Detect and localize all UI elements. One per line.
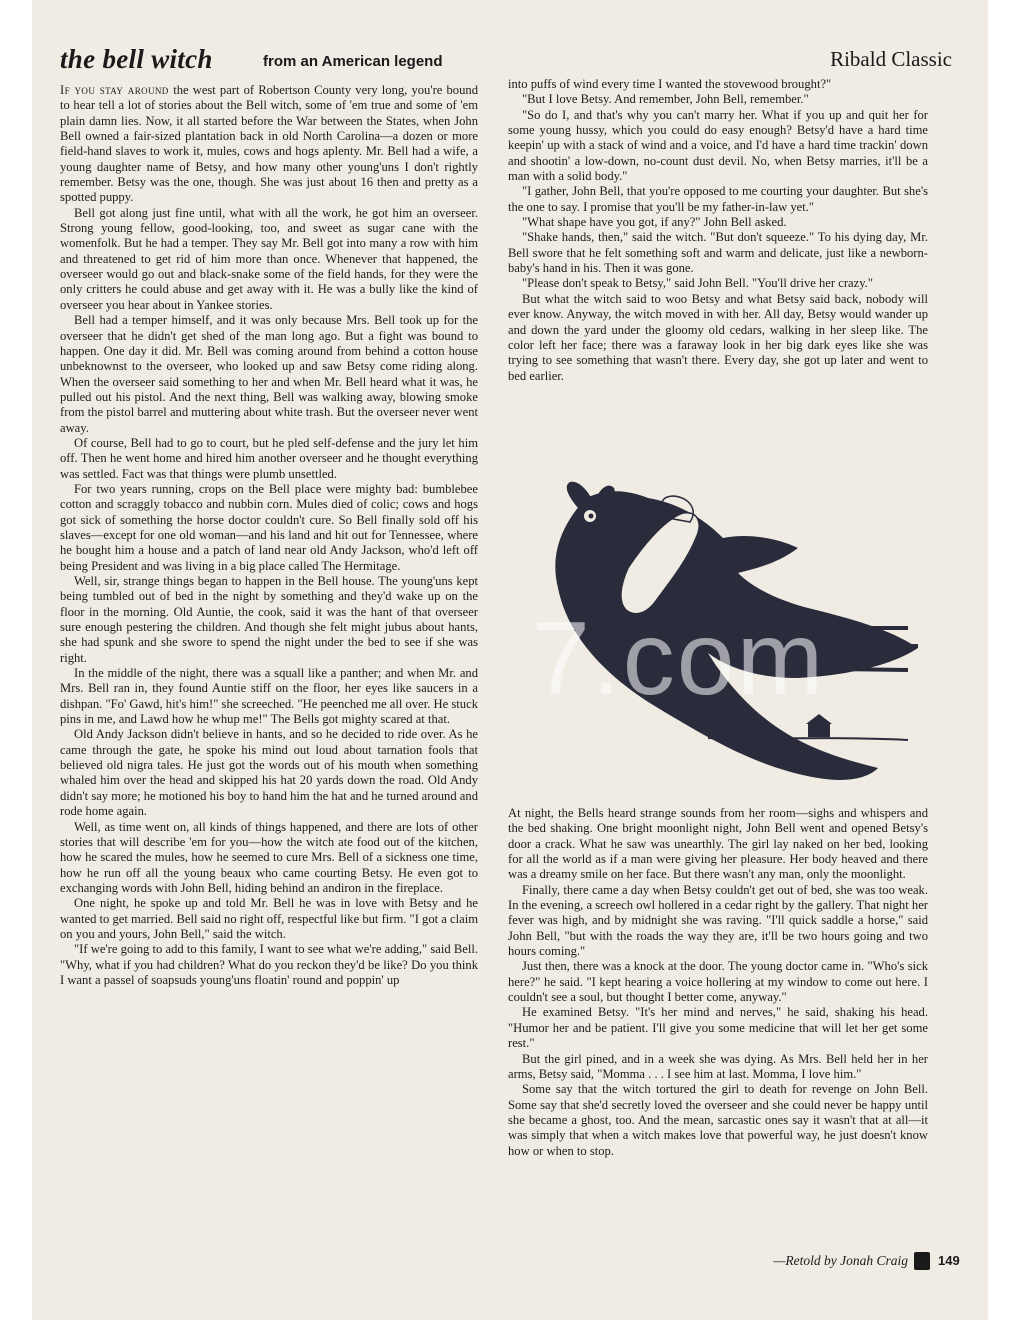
witch-eye-pupil <box>589 514 594 519</box>
paragraph: Some say that the witch tortured the girl to death for revenge on John Bell. Some say that she'd secretly loved the overseer and she could never be happy until she became a ghost, too. And the mean, sarcastic ones say it wasn't that at all—it was simply that when a witch makes love that powerful way, he just doesn't know how or when to stop. <box>508 1082 928 1158</box>
paragraph: But the girl pined, and in a week she was dying. As Mrs. Bell held her in her arms, Betsy said, "Momma . . . I see him at last. Momma, I love him." <box>508 1051 928 1081</box>
paragraph: "Shake hands, then," said the witch. "But don't squeeze." To his dying day, Mr. Bell swore that he felt something soft and warm and delicate, just like a newborn-baby's hand in his. Then it was gone. <box>508 230 928 276</box>
right-column-top-text <box>508 77 928 469</box>
paragraph: One night, he spoke up and told Mr. Bell he was in love with Betsy and he wanted to get married. Bell said no right off, respectful like but firm. "I got a claim on you and yours, John Bell," said the witch. <box>60 896 478 941</box>
story-subtitle: from an American legend <box>263 53 443 70</box>
playboy-bunny-icon <box>914 1252 930 1270</box>
distant-house <box>808 723 830 737</box>
lead-in-text: If you stay around <box>60 83 174 97</box>
paragraph: He examined Betsy. "It's her mind and nerves," he said, shaking his head. "Humor her and be patient. I'll give you some medicine that will let her get some rest." <box>508 1005 928 1051</box>
magazine-page <box>32 0 988 1320</box>
paragraph: At night, the Bells heard strange sounds from her room—sighs and whispers and the bed shaking. One bright moonlight night, John Bell went and opened Betsy's door a crack. What he saw was unearthly. The girl lay naked on her bed, looking for all the world as if a man were giving her pleasure. Her body heaved and there was a dreamy smile on her face. But there wasn't any man, only the moonlight. <box>508 806 928 882</box>
paragraph: For two years running, crops on the Bell place were mighty bad: bumblebee cotton and scraggly tobacco and nubbin corn. Mules died of colic; cows and hogs got sick of something the horse doctor couldn't cure. So Bell finally sold off his slaves—except for one old woman—and his land and hit out for Tennessee, where he bought him a house and a patch of land near old Andy Jackson, who'd left off being President and was living in a big place called The Hermitage. <box>60 481 478 573</box>
paragraph: But what the witch said to woo Betsy and what Betsy said back, nobody will ever know. Anyway, the witch moved in with her. All day, Betsy would wander up and down the yard under the gloomy old cedars, walking in her sleep like. The color left her face; there was a faraway look in her big dark eyes like she was trying to see something that wasn't there. Every day, she got up later and went to bed earlier. <box>508 291 928 383</box>
story-title: the bell witch <box>60 44 213 74</box>
paragraph: "I gather, John Bell, that you're opposed to me courting your daughter. But she's the one to say. I promise that you'll be my father-in-law yet." <box>508 184 928 214</box>
paragraph: Finally, there came a day when Betsy couldn't get out of bed, she was too weak. In the evening, a screech owl hollered in a cedar right by the gallery. That night her fever was high, and by midnight she was raving. "I'll quick saddle a horse," said John Bell, "but with the roads the way they are, it'll be two hours going and two hours coming." <box>508 882 928 959</box>
paragraph: Just then, there was a knock at the door. The young doctor came in. "Who's sick here?" he said. "I kept hearing a voice hollering at my window to come out here. I couldn't see a soul, but thought I better come, anyway." <box>508 959 928 1005</box>
paragraph: If you stay around the west part of Robertson County very long, you're bound to hear tell a lot of stories about the Bell witch, some of 'em true and some of 'em plain damn lies. Now, it all started before the War between the States, when John Bell owned a fair-sized plantation back in old North Carolina—a dozen or more field-hand slaves to work it, mules, cows and hogs aplenty. Mr. Bell had a wife, a young daughter name of Betsy, and how many other young'uns I don't rightly remember. Betsy was the one, though. She was just about 16 then and pretty as a spotted puppy. <box>60 83 478 205</box>
left-column-text <box>60 83 478 1288</box>
paragraph: Well, sir, strange things began to happen in the Bell house. The young'uns kept being tumbled out of bed in the night by something and they'd wake up on the floor in the morning. Old Auntie, the cook, said it was the hant of that overseer sure enough pestering the children. And though she felt might jubus about hants, she had spunk and she swore to spend the night under the bed to see if she was right. <box>60 574 478 665</box>
author-credit: —Retold by Jonah Craig <box>773 1253 908 1268</box>
section-label: Ribald Classic <box>830 47 952 71</box>
paragraph: Bell got along just fine until, what with all the work, he got him an overseer. Strong young fellow, good-looking, too, and sweet as sugar cane with the womenfolk. But he had a temper. They say Mr. Bell got into many a row with him and threatened to get rid of him more than once. Whenever that happened, the overseer would go out and black-snake some of the field hands, for they were the only critters he could abuse and get away with it. He was a bully like the kind of overseer you hear about in Yankee stories. <box>60 205 478 312</box>
paragraph: Well, as time went on, all kinds of things happened, and there are lots of other stories that will describe 'em for you—how the witch ate food out of the kitchen, how he scared the mules, how he seemed to cure Mrs. Bell of a sickness one time, how he run off all the young beaux who came courting Betsy. He even got to exchanging words with John Bell, hiding behind an andiron in the fireplace. <box>60 819 478 895</box>
paragraph: "Please don't speak to Betsy," said John Bell. "You'll drive her crazy." <box>522 276 873 291</box>
paragraph: Of course, Bell had to go to court, but he pled self-defense and the jury let him off. Then he went home and hired him another overseer and he thought everything was settled. Fact was that things were plumb unsettled. <box>60 435 478 481</box>
paragraph: Bell had a temper himself, and it was only because Mrs. Bell took up for the overseer that he didn't get shed of the man long ago. But a fight was bound to happen. One day it did. Mr. Bell was coming around from behind a cotton house unbeknownst to the overseer, who looked up and saw Betsy come riding along. When the overseer said something to her and when Mr. Bell heard what it was, he pulled out his pistol. And the next thing, Bell was walking away, blowing smoke from the pistol barrel and muttering about white trash. But the overseer never went away. <box>60 313 478 435</box>
paragraph: "What shape have you got, if any?" John Bell asked. <box>522 215 787 230</box>
paragraph: "But I love Betsy. And remember, John Bell, remember." <box>522 92 809 107</box>
paragraph: "So do I, and that's why you can't marry her. What if you up and quit her for some young hussy, which you could do easy enough? Betsy'd have a hard time keepin' up with a stack of wind and a voice, and I'd have a hard time trackin' down and shootin' a low-down, no-count dust devil. No, when Betsy marries, it'll be a man with a solid body." <box>508 107 928 184</box>
paragraph: "If we're going to add to this family, I want to see what we're adding," said Bell. "Why, what if you had children? What do you reckon they'd be like? Do you think I want a passel of soapsuds young'uns floatin' round and poppin' up <box>60 942 478 987</box>
page-number: 149 <box>938 1253 960 1268</box>
paragraph: In the middle of the night, there was a squall like a panther; and when Mr. and Mrs. Bell ran in, they found Auntie stiff on the floor, her eyes like saucers in a dishpan. "Fo' Gawd, hit's him!" she screeched. "He peenched me all over. He stuck pins in me, and Lawd how he whup me!" The Bells got mighty scared at that. <box>60 666 478 727</box>
watermark: 7.com <box>532 601 826 717</box>
paragraph: into puffs of wind every time I wanted the stovewood brought?" <box>508 77 832 91</box>
right-column-bottom-text <box>508 806 928 1271</box>
page-header <box>60 44 960 80</box>
paragraph: Old Andy Jackson didn't believe in hants, and so he decided to ride over. As he came through the gate, he spoke his mind out loud about tarnation fools that believed old nigra tales. He just got the words out of his mouth when something whaled him over the head and skipped his hat 20 yards down the road. Old Andy didn't say more; he motioned his boy to hand him the hat and he turned around and rode home again. <box>60 727 478 819</box>
